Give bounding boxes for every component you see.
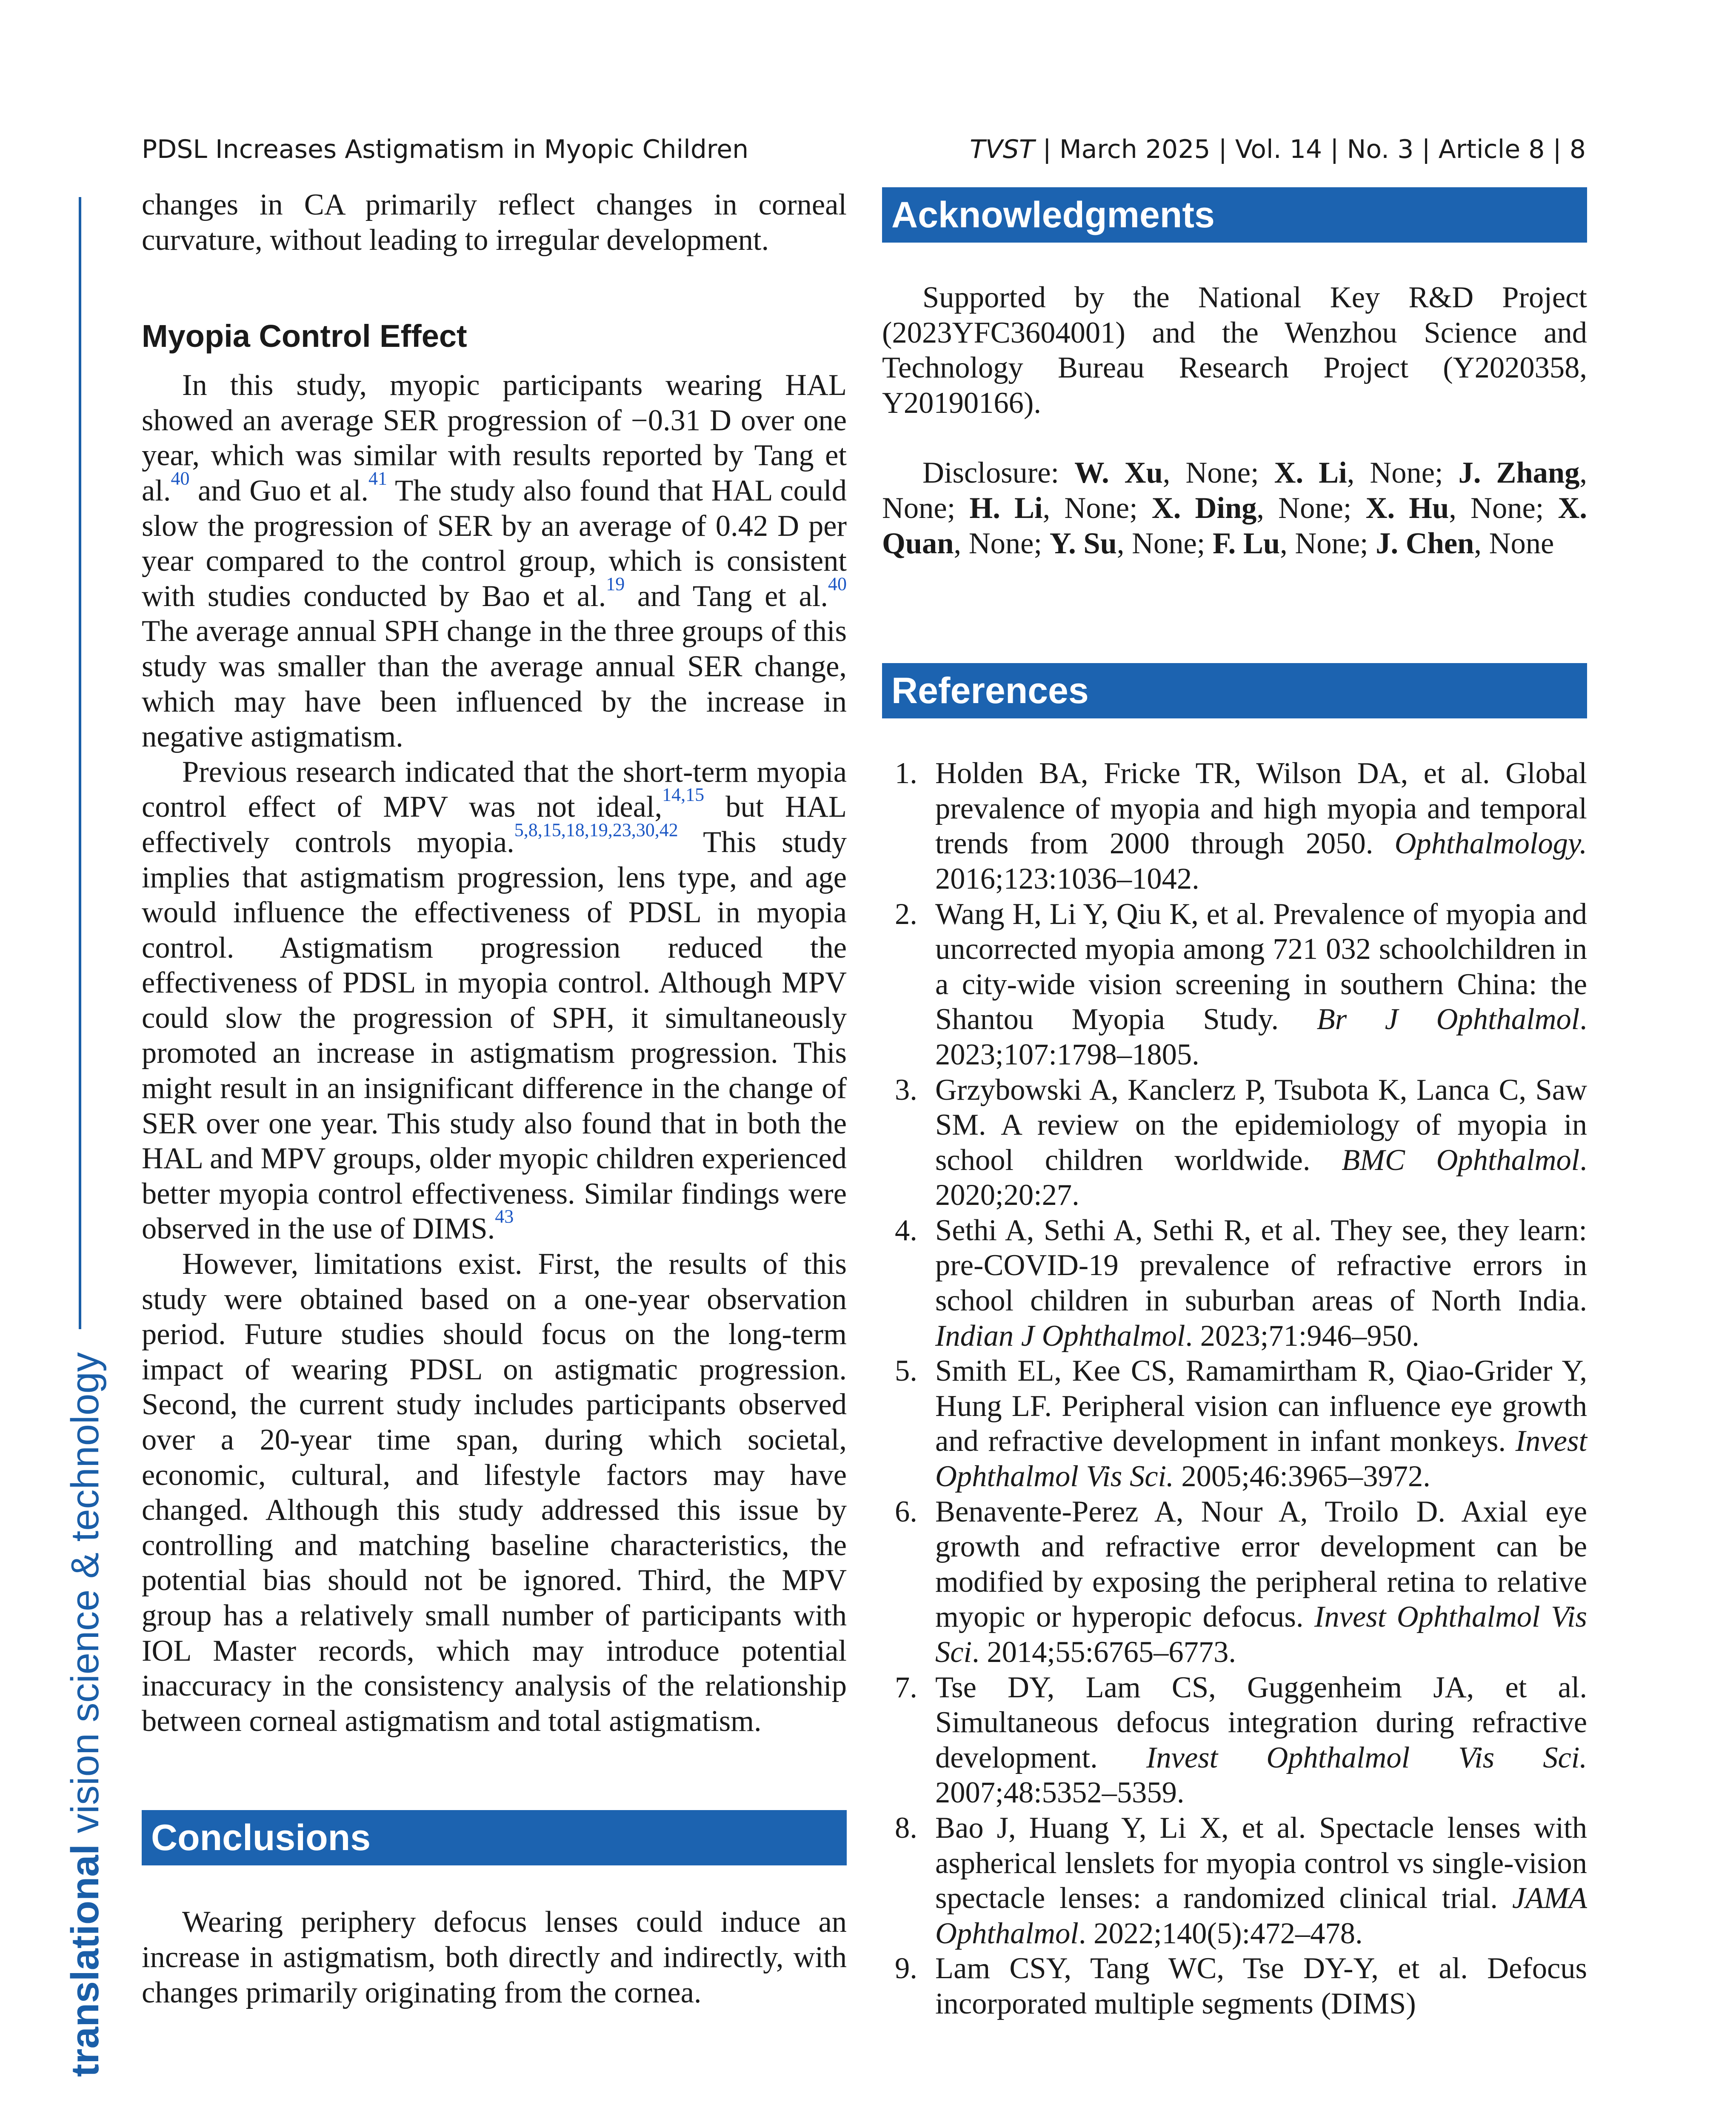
citation-link[interactable]: 5,8,15,18,19,23,30,42: [514, 819, 678, 841]
reference-item[interactable]: 3. Grzybowski A, Kanclerz P, Tsubota K, Lanca C, Saw SM. A review on the epidemiology of myopia in school children worldwide. BMC Ophthalmol. 2020;20:27.: [895, 1073, 1587, 1212]
journal-spine-label: [63, 1352, 108, 2077]
reference-item[interactable]: 6. Benavente-Perez A, Nour A, Troilo D. Axial eye growth and refractive error development can be modified by exposing the peripheral retina to relative myopic or hyperopic defocus. Invest Ophthalmol Vis Sci. 2014;55:6765–6773.: [895, 1495, 1587, 1669]
reference-item[interactable]: 2. Wang H, Li Y, Qiu K, et al. Prevalence of myopia and uncorrected myopia among 721 032 schoolchildren in a city-wide vision screening in southern China: the Shantou Myopia Study. Br J Ophthalmol. 2023;107:1798–1805.: [895, 897, 1587, 1071]
disclosure-paragraph: Disclosure: W. Xu, None; X. Li, None; J. Zhang, None; H. Li, None; X. Ding, None; X. Hu, None; X. Quan, None; Y. Su, None; F. Lu, None; J. Chen, None: [882, 456, 1588, 560]
reference-item[interactable]: 5. Smith EL, Kee CS, Ramamirtham R, Qiao-Grider Y, Hung LF. Peripheral vision can influence eye growth and refractive development in infant monkeys. Invest Ophthalmol Vis Sci. 2005;46:3965–3972.: [895, 1354, 1587, 1493]
conclusions-paragraph: Wearing periphery defocus lenses could induce an increase in astigmatism, both directly and indirectly, with changes primarily originating from the cornea.: [142, 1905, 847, 2009]
spine-rule: [79, 197, 81, 1329]
intro-paragraph: changes in CA primarily reflect changes in corneal curvature, without leading to irregular development.: [142, 188, 847, 257]
citation-link[interactable]: 14,15: [662, 784, 705, 805]
limitations-paragraph: However, limitations exist. First, the results of this study were obtained based on a one-year observation period. Future studies should focus on the long-term impact of wearing PDSL on astigmatic progression. Second, the current study includes participants observed over a 20-year time span, during which societal, economic, cultural, and lifestyle factors may have changed. Although this study addressed this issue by controlling and matching baseline characteristics, the potential bias should not be ignored. Third, the MPV group has a relatively small number of participants with IOL Master records, which may introduce potential inaccuracy in the consistency analysis of the relationship between corneal astigmatism and total astigmatism.: [142, 1247, 847, 1738]
myopia-paragraph-2: Previous research indicated that the short-term myopia control effect of MPV was not ideal,$^{14,15}$ but HAL effectively controls myopia.$^{5,8,15,18,19,23,30,42}$ This study implies that astigmatism progression, lens type, and age would influence the effectiveness of PDSL in myopia control. Astigmatism progression reduced the effectiveness of PDSL in myopia control. Although MPV could slow the progression of SPH, it simultaneously promoted an increase in astigmatism progression. This might result in an insignificant difference in the change of SER over one year. This study also found that in both the HAL and MPV groups, older myopic children experienced better myopia control effectiveness. Similar findings were observed in the use of DIMS.$^{43}$: [142, 755, 847, 1246]
running-header: [142, 134, 1586, 169]
acknowledgments-paragraph: Supported by the National Key R&D Project (2023YFC3604001) and the Wenzhou Science and Technology Bureau Research Project (Y2020358, Y20190166).: [882, 281, 1587, 420]
reference-list: [882, 756, 1587, 2021]
reference-item[interactable]: 4. Sethi A, Sethi A, Sethi R, et al. They see, they learn: pre-COVID-19 prevalence of refractive errors in school children in suburban areas of North India. Indian J Ophthalmol. 2023;71:946–950.: [895, 1213, 1587, 1353]
references-heading: References: [882, 663, 1587, 718]
reference-item[interactable]: 1. Holden BA, Fricke TR, Wilson DA, et al. Global prevalence of myopia and high myopia and temporal trends from 2000 through 2050. Ophthalmology. 2016;123:1036–1042.: [895, 757, 1587, 895]
citation-link[interactable]: 43: [495, 1206, 514, 1227]
acknowledgments-heading: Acknowledgments: [882, 187, 1587, 243]
citation-link[interactable]: 41: [368, 468, 387, 489]
running-title: PDSL Increases Astigmatism in Myopic Children: [142, 134, 749, 164]
right-column: [882, 187, 1587, 2022]
spine-bold: translational: [63, 1844, 107, 2077]
reference-item[interactable]: 8. Bao J, Huang Y, Li X, et al. Spectacle lenses with aspherical lenslets for myopia control vs single-vision spectacle lenses: a randomized clinical trial. JAMA Ophthalmol. 2022;140(5):472–478.: [895, 1811, 1587, 1950]
citation-link[interactable]: 19: [606, 573, 625, 595]
issue-info: | March 2025 | Vol. 14 | No. 3 | Article 8 | 8: [1034, 134, 1586, 164]
spine-rest: vision science & technology: [63, 1352, 107, 1844]
myopia-control-heading: Myopia Control Effect: [142, 318, 467, 354]
citation-link[interactable]: 40: [828, 573, 847, 595]
left-column: [142, 187, 847, 2010]
journal-name: TVST: [970, 134, 1035, 164]
conclusions-heading: Conclusions: [142, 1810, 847, 1865]
reference-item[interactable]: 9. Lam CSY, Tang WC, Tse DY-Y, et al. Defocus incorporated multiple segments (DIMS): [895, 1952, 1587, 2020]
journal-citation: [970, 134, 1586, 164]
myopia-paragraph-1: In this study, myopic participants wearing HAL showed an average SER progression of −0.31 D over one year, which was similar with results reported by Tang et al.$^{40}$ and Guo et al.$^{41}$ The study also found that HAL could slow the progression of SER by an average of 0.42 D per year compared to the control group, which is consistent with studies conducted by Bao et al.$^{19}$ and Tang et al.$^{40}$ The average annual SPH change in the three groups of this study was smaller than the average annual SER change, which may have been influenced by the increase in negative astigmatism.: [142, 369, 847, 754]
reference-item[interactable]: 7. Tse DY, Lam CS, Guggenheim JA, et al. Simultaneous defocus integration during refractive development. Invest Ophthalmol Vis Sci. 2007;48:5352–5359.: [895, 1670, 1587, 1810]
citation-link[interactable]: 40: [171, 468, 190, 489]
